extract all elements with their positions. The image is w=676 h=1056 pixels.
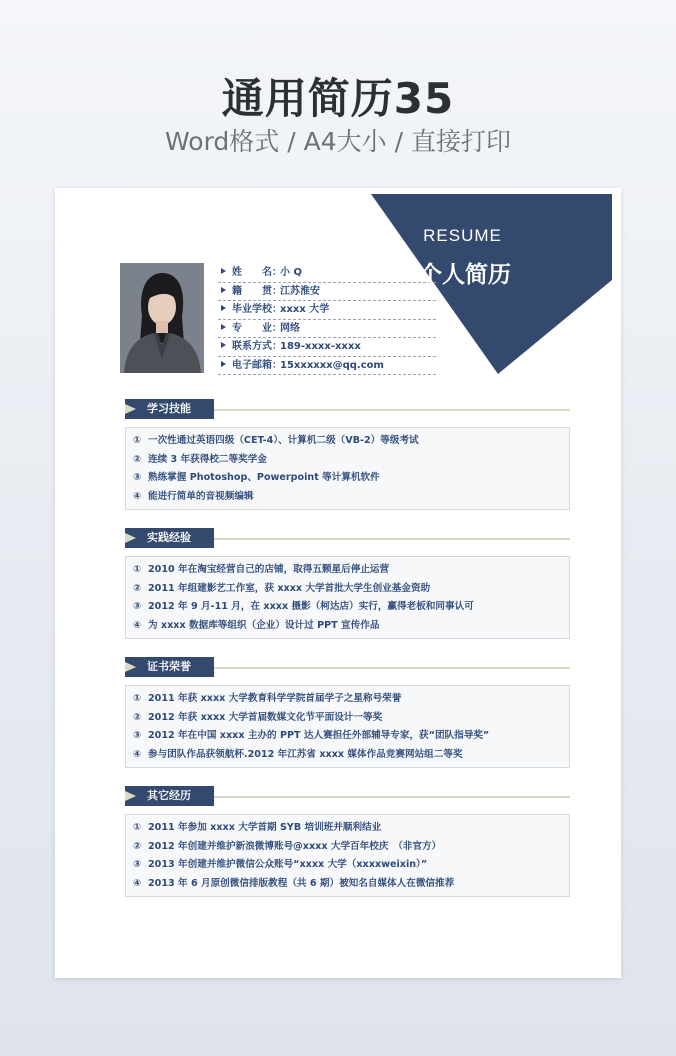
list-item: ④ 2013 年 6 月原创微信排版教程（共 6 期）被知名自媒体人在微信推荐 <box>133 877 455 889</box>
info-key: 电子邮箱： <box>232 359 282 371</box>
section-divider <box>214 796 570 798</box>
resume-paper <box>55 188 621 978</box>
info-value-major: 网络 <box>280 322 300 334</box>
list-item: ② 2011 年组建影艺工作室，获 xxxx 大学首批大学生创业基金资助 <box>133 582 431 594</box>
list-item: ① 2010 年在淘宝经营自己的店铺，取得五颗星后停止运营 <box>133 564 390 575</box>
info-value-hometown: 江苏淮安 <box>280 285 320 297</box>
triangle-bullet-icon <box>221 287 226 293</box>
list-item: ③ 2013 年创建并维护微信公众账号“xxxx 大学（xxxxweixin）” <box>133 859 428 870</box>
triangle-bullet-icon <box>221 268 226 274</box>
info-row-school <box>218 301 436 320</box>
list-item: ③ 2012 年在中国 xxxx 主办的 PPT 达人赛担任外部辅导专家，获“团队指导奖” <box>133 730 490 741</box>
info-value-email: 15xxxxxx@qq.com <box>280 359 384 371</box>
info-key: 籍 贯： <box>232 285 282 297</box>
section-title: 其它经历 <box>147 789 191 802</box>
info-value-phone: 189-xxxx-xxxx <box>280 341 361 352</box>
section-title: 实践经验 <box>147 531 191 544</box>
list-item: ④ 能进行简单的音视频编辑 <box>133 490 254 502</box>
arrow-marker-icon <box>125 404 136 414</box>
info-value-name: 小 Q <box>280 267 302 278</box>
triangle-bullet-icon <box>221 324 226 330</box>
info-key: 专 业： <box>232 322 282 334</box>
section-header-skills <box>125 399 570 421</box>
info-row-email <box>218 357 436 376</box>
list-item: ④ 为 xxxx 数据库等组织（企业）设计过 PPT 宣传作品 <box>133 619 380 631</box>
arrow-marker-icon <box>125 662 136 672</box>
arrow-marker-icon <box>125 791 136 801</box>
section-header-practice <box>125 528 570 550</box>
info-value-school: xxxx 大学 <box>280 304 330 315</box>
list-item: ② 2012 年创建并维护新浪微博账号@xxxx 大学百年校庆 （非官方） <box>133 840 442 852</box>
section-header-honors <box>125 657 570 679</box>
info-key: 姓 名： <box>232 267 282 278</box>
page-title: 通用简历35 <box>221 74 455 123</box>
banner-resume-label: RESUME <box>423 226 502 245</box>
banner-title: 个人简历 <box>419 262 511 288</box>
section-divider <box>214 409 570 411</box>
section-box-practice <box>125 556 570 639</box>
list-item: ① 2011 年参加 xxxx 大学首期 SYB 培训班并顺利结业 <box>133 822 382 833</box>
section-box-other <box>125 814 570 897</box>
list-item: ② 连续 3 年获得校二等奖学金 <box>133 453 267 465</box>
info-key: 毕业学校： <box>232 304 282 315</box>
triangle-bullet-icon <box>221 361 226 367</box>
triangle-bullet-icon <box>221 342 226 348</box>
info-row-phone <box>218 338 436 357</box>
section-title: 学习技能 <box>147 402 191 415</box>
section-box-skills <box>125 427 570 510</box>
portrait-photo <box>120 263 204 373</box>
list-item: ③ 熟练掌握 Photoshop、Powerpoint 等计算机软件 <box>133 472 380 483</box>
page-subtitle: Word格式 / A4大小 / 直接打印 <box>165 127 511 156</box>
section-divider <box>214 667 570 669</box>
list-item: ① 一次性通过英语四级（CET-4）、计算机二级（VB-2）等级考试 <box>133 435 419 446</box>
section-header-other <box>125 786 570 808</box>
list-item: ① 2011 年获 xxxx 大学教育科学学院首届学子之星称号荣誉 <box>133 693 402 704</box>
list-item: ② 2012 年获 xxxx 大学首届数媒文化节平面设计一等奖 <box>133 711 383 723</box>
list-item: ③ 2012 年 9 月-11 月，在 xxxx 摄影（柯达店）实行，赢得老板和同事认可 <box>133 601 474 612</box>
section-title: 证书荣誉 <box>147 660 191 673</box>
info-key: 联系方式： <box>232 341 282 352</box>
list-item: ④ 参与团队作品获领航杯.2012 年江苏省 xxxx 媒体作品竞赛网站组二等奖 <box>133 748 463 760</box>
info-row-major <box>218 320 436 339</box>
section-divider <box>214 538 570 540</box>
arrow-marker-icon <box>125 533 136 543</box>
section-box-honors <box>125 685 570 768</box>
triangle-bullet-icon <box>221 305 226 311</box>
